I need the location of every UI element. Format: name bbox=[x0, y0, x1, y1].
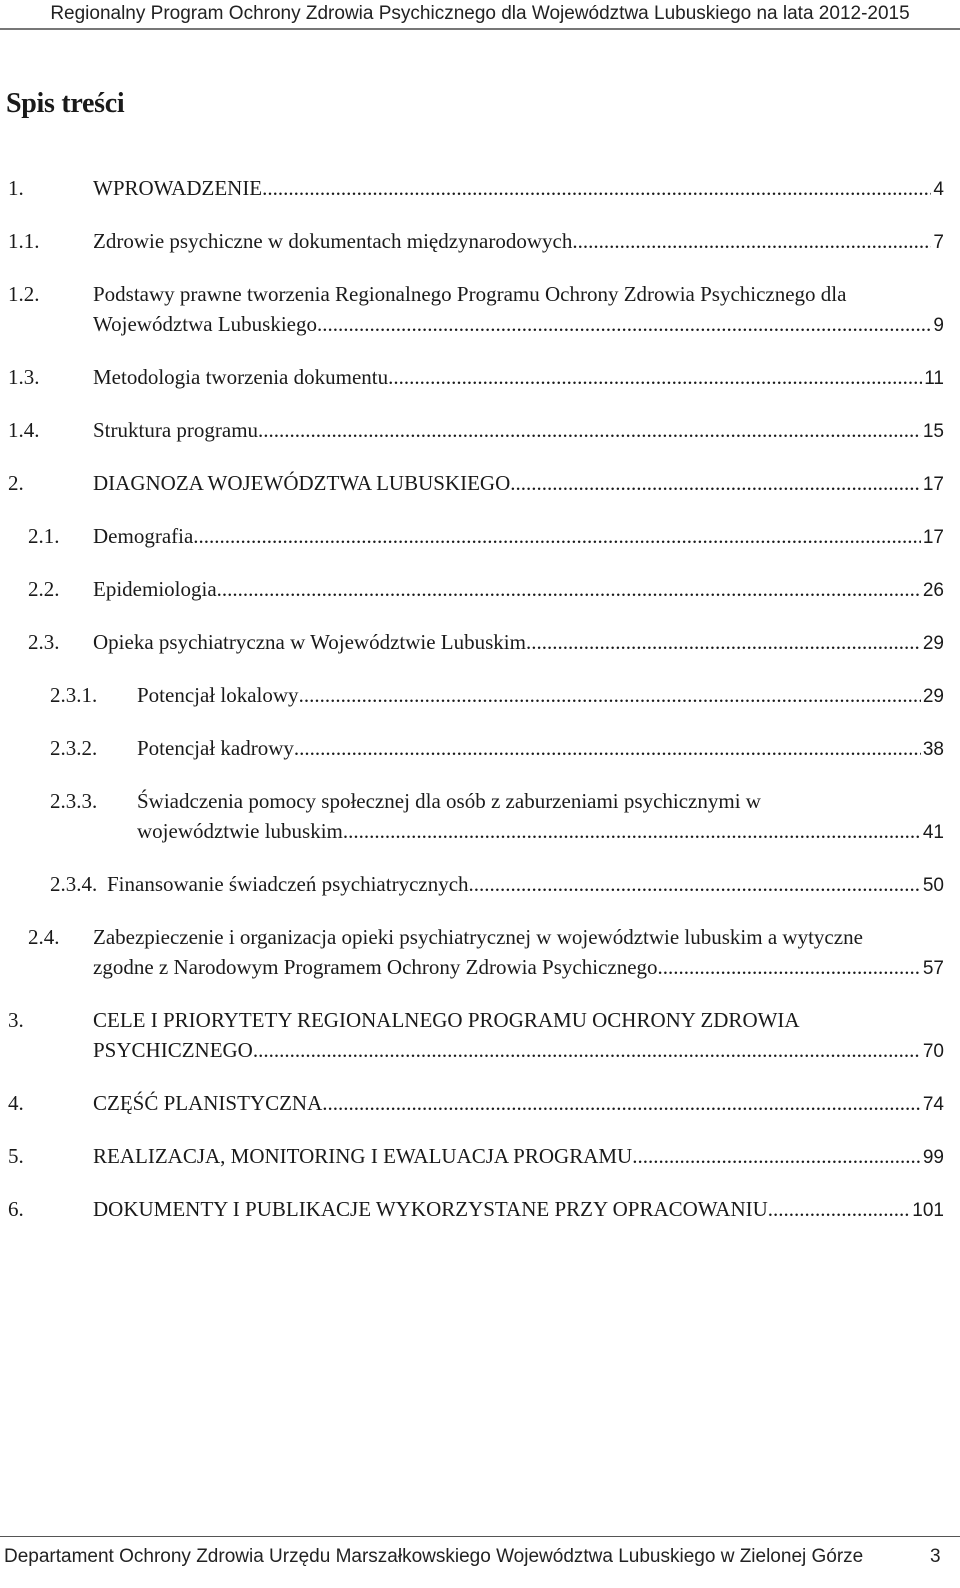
toc-entry-page-number: 70 bbox=[922, 1041, 944, 1062]
toc-entry-page-number: 50 bbox=[922, 875, 944, 896]
toc-entry-page-number: 41 bbox=[922, 822, 944, 843]
toc-entry-number: 2.3.1. bbox=[50, 683, 98, 707]
toc-entry-number: 1.3. bbox=[8, 365, 40, 389]
header-rule bbox=[0, 28, 960, 30]
toc-entry-page-number: 15 bbox=[922, 421, 944, 442]
dot-leader bbox=[253, 1035, 921, 1065]
toc-entry-title: Demografia bbox=[93, 524, 194, 548]
toc-entry-number: 1.2. bbox=[8, 282, 40, 306]
toc-entry-number: 2.3.3. bbox=[50, 789, 98, 813]
toc-entry-title: zgodne z Narodowym Programem Ochrony Zdrowia Psychicznego bbox=[93, 955, 658, 979]
toc-entry-title: Struktura programu bbox=[93, 418, 259, 442]
toc-entry-page-number: 99 bbox=[922, 1147, 944, 1168]
toc-entry-page-number: 38 bbox=[922, 739, 944, 760]
dot-leader bbox=[469, 869, 921, 899]
toc-entry-page-number: 29 bbox=[922, 686, 944, 707]
toc-entry-title: Świadczenia pomocy społecznej dla osób z zaburzeniami psychicznymi w bbox=[137, 789, 761, 813]
dot-leader bbox=[262, 173, 931, 203]
toc-title: Spis treści bbox=[6, 88, 125, 119]
toc-entry-title: REALIZACJA, MONITORING I EWALUACJA PROGRAMU bbox=[93, 1144, 633, 1168]
dot-leader bbox=[343, 816, 921, 846]
dot-leader bbox=[217, 574, 921, 604]
toc-entry-title: CELE I PRIORYTETY REGIONALNEGO PROGRAMU OCHRONY ZDROWIA bbox=[93, 1008, 800, 1032]
toc-entry-title: Zdrowie psychiczne w dokumentach międzynarodowych bbox=[93, 229, 573, 253]
toc-entry-number: 2.3.2. bbox=[50, 736, 98, 760]
toc-entry-number: 2. bbox=[8, 471, 24, 495]
toc-entry-page-number: 57 bbox=[922, 958, 944, 979]
toc-entry-page-number: 4 bbox=[933, 179, 944, 200]
dot-leader bbox=[258, 415, 921, 445]
dot-leader bbox=[193, 521, 921, 551]
dot-leader bbox=[572, 226, 931, 256]
dot-leader bbox=[510, 468, 921, 498]
toc-entry-title: DIAGNOZA WOJEWÓDZTWA LUBUSKIEGO bbox=[93, 471, 511, 495]
toc-entry-number: 2.2. bbox=[28, 577, 60, 601]
toc-entry-page-number: 9 bbox=[933, 315, 944, 336]
header-title: Regionalny Program Ochrony Zdrowia Psychicznego dla Województwa Lubuskiego na lata 2012-2015 bbox=[50, 3, 910, 24]
toc-entry-title: Epidemiologia bbox=[93, 577, 217, 601]
toc-entry-title: Potencjał lokalowy bbox=[137, 683, 299, 707]
dot-leader bbox=[317, 309, 931, 339]
footer-page-number: 3 bbox=[930, 1546, 941, 1567]
dot-leader bbox=[299, 680, 921, 710]
toc-entry-title: Województwa Lubuskiego bbox=[93, 312, 318, 336]
toc-entry-number: 2.4. bbox=[28, 925, 60, 949]
toc-entry-number: 6. bbox=[8, 1197, 24, 1221]
toc-entry-title: Opieka psychiatryczna w Województwie Lubuskim bbox=[93, 630, 526, 654]
toc-entry-page-number: 101 bbox=[912, 1200, 944, 1221]
dot-leader bbox=[658, 952, 921, 982]
toc-entry-page-number: 26 bbox=[922, 580, 944, 601]
footer-rule bbox=[0, 1536, 960, 1537]
dot-leader bbox=[768, 1194, 911, 1224]
toc-entry-page-number: 29 bbox=[922, 633, 944, 654]
toc-entry-title: DOKUMENTY I PUBLIKACJE WYKORZYSTANE PRZY OPRACOWANIU bbox=[93, 1197, 768, 1221]
toc-entry-page-number: 17 bbox=[922, 527, 944, 548]
toc-entry-page-number: 74 bbox=[922, 1094, 944, 1115]
toc-entry-title: Zabezpieczenie i organizacja opieki psychiatrycznej w województwie lubuskim a wytyczne bbox=[93, 925, 863, 949]
toc-entry-number: 2.3.4. bbox=[50, 872, 98, 896]
toc-entry-title: województwie lubuskim bbox=[137, 819, 343, 843]
dot-leader bbox=[632, 1141, 921, 1171]
dot-leader bbox=[526, 627, 921, 657]
toc-entry-title: Metodologia tworzenia dokumentu bbox=[93, 365, 389, 389]
toc-entry-page-number: 7 bbox=[933, 232, 944, 253]
toc-entry-number: 4. bbox=[8, 1091, 24, 1115]
toc-entry-number: 2.3. bbox=[28, 630, 60, 654]
running-header bbox=[0, 0, 960, 30]
toc-entry-title: PSYCHICZNEGO bbox=[93, 1038, 253, 1062]
toc-entry-title: CZĘŚĆ PLANISTYCZNA bbox=[93, 1091, 323, 1115]
toc-entry-number: 5. bbox=[8, 1144, 24, 1168]
toc-entry-title: WPROWADZENIE bbox=[93, 176, 263, 200]
toc-entry-number: 2.1. bbox=[28, 524, 60, 548]
toc-entry-page-number: 11 bbox=[924, 368, 944, 389]
dot-leader bbox=[322, 1088, 921, 1118]
toc-entry-number: 1.4. bbox=[8, 418, 40, 442]
toc-entry-title: Finansowanie świadczeń psychiatrycznych bbox=[107, 872, 469, 896]
footer-text: Departament Ochrony Zdrowia Urzędu Marszałkowskiego Województwa Lubuskiego w Zielonej Górze bbox=[4, 1546, 864, 1567]
toc-entry-number: 1. bbox=[8, 176, 24, 200]
dot-leader bbox=[294, 733, 921, 763]
toc-entry-title: Potencjał kadrowy bbox=[137, 736, 294, 760]
toc-entry-title: Podstawy prawne tworzenia Regionalnego Programu Ochrony Zdrowia Psychicznego dla bbox=[93, 282, 847, 306]
toc-entry-number: 1.1. bbox=[8, 229, 40, 253]
toc-entry-page-number: 17 bbox=[922, 474, 944, 495]
dot-leader bbox=[388, 362, 922, 392]
toc-entry-number: 3. bbox=[8, 1008, 24, 1032]
